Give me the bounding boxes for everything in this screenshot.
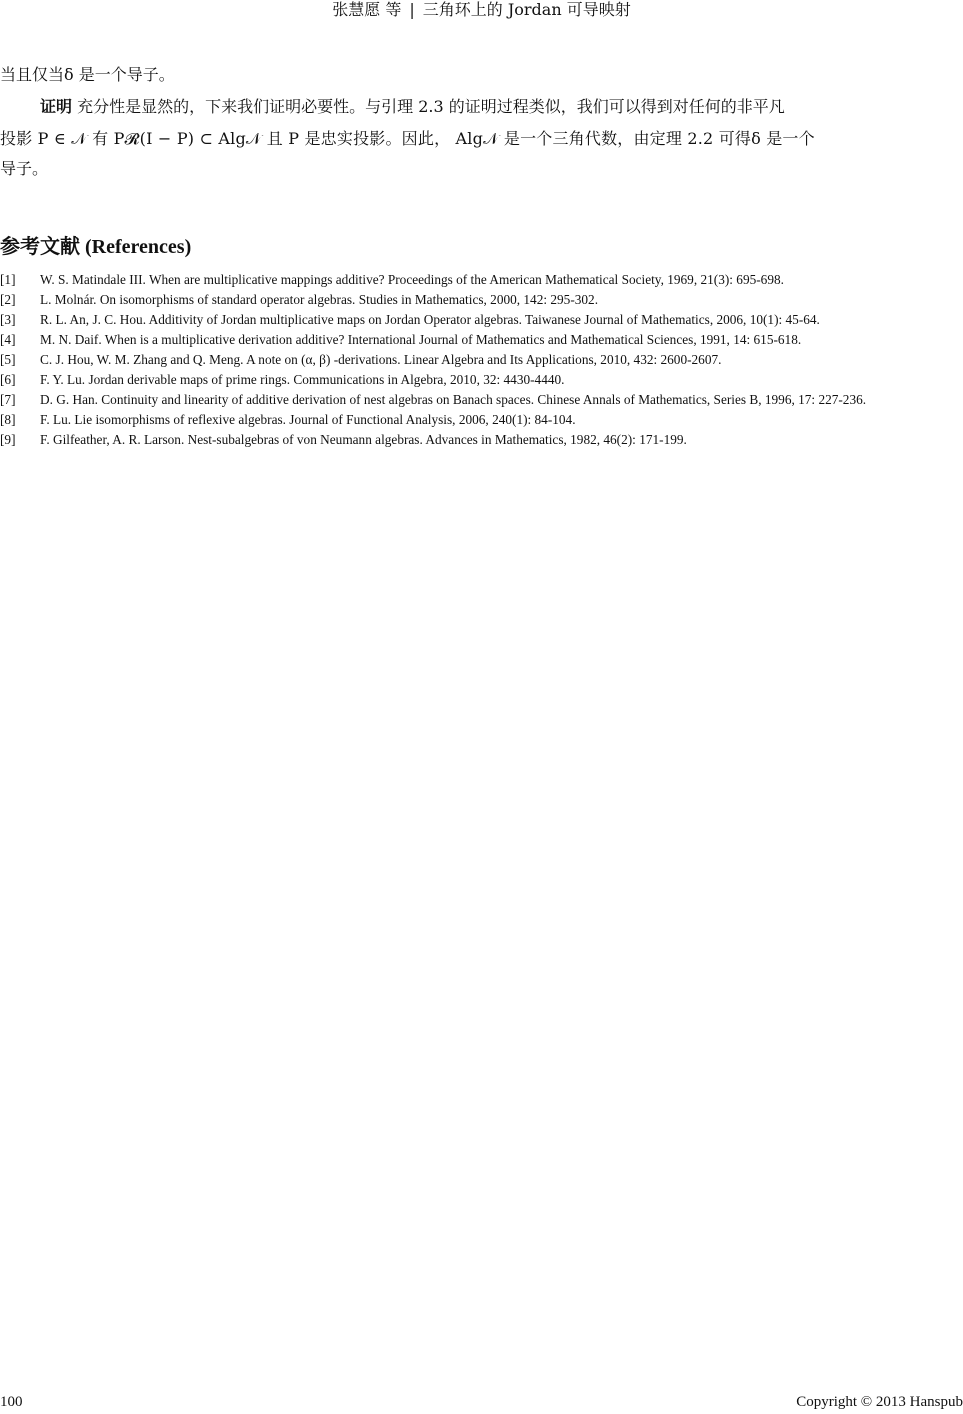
reference-number: [1] <box>0 272 16 287</box>
reference-item <box>0 392 963 408</box>
reference-text: F. Gilfeather, A. R. Larson. Nest-subalgebras of von Neumann algebras. Advances in Mathematics, 1982, 46(2): 171-199. <box>40 432 687 447</box>
references-heading: 参考文献 (References) <box>0 236 192 258</box>
reference-number: [5] <box>0 352 16 367</box>
reference-text: R. L. An, J. C. Hou. Additivity of Jordan multiplicative maps on Jordan Operator algebras. Taiwanese Journal of Mathematics, 2006, 10(1): 45-64. <box>40 312 820 327</box>
reference-number: [3] <box>0 312 16 327</box>
reference-text: L. Molnár. On isomorphisms of standard operator algebras. Studies in Mathematics, 2000, 142: 295-302. <box>40 292 599 307</box>
reference-number: [4] <box>0 332 16 347</box>
reference-number: [7] <box>0 392 16 407</box>
reference-number: [8] <box>0 412 16 427</box>
reference-number: [9] <box>0 432 16 447</box>
header-title: 三角环上的 Jordan 可导映射 <box>422 0 631 19</box>
reference-text: W. S. Matindale III. When are multiplicative mappings additive? Proceedings of the American Mathematical Society, 1969, 21(3): 695-698. <box>40 272 784 287</box>
reference-item <box>0 292 963 308</box>
running-header <box>0 0 963 20</box>
reference-text: M. N. Daif. When is a multiplicative derivation additive? International Journal of Mathematics and Mathematical Sciences, 1991, 14: 615-618. <box>40 332 802 347</box>
proof-text-1: 充分性是显然的，下来我们证明必要性。与引理 2.3 的证明过程类似，我们可以得到对任何的非平凡 <box>77 97 785 116</box>
references-list <box>0 272 963 452</box>
reference-number: [6] <box>0 372 16 387</box>
proof-line-3: 导子。 <box>0 159 49 178</box>
header-authors: 张慧愿 等 <box>332 0 402 19</box>
proof-block <box>0 96 963 180</box>
reference-item <box>0 412 963 428</box>
reference-text: F. Y. Lu. Jordan derivable maps of prime rings. Communications in Algebra, 2010, 32: 4430-4440. <box>40 372 565 387</box>
page-number: 100 <box>0 1394 23 1410</box>
reference-item <box>0 432 963 448</box>
reference-text: F. Lu. Lie isomorphisms of reflexive algebras. Journal of Functional Analysis, 2006, 240(1): 84-104. <box>40 412 576 427</box>
header-separator: | <box>409 0 415 19</box>
reference-text: D. G. Han. Continuity and linearity of additive derivation of nest algebras on Banach spaces. Chinese Annals of Mathematics, Series B, 1996, 17: 227-236. <box>40 392 867 407</box>
reference-item <box>0 352 963 368</box>
reference-item <box>0 312 963 328</box>
copyright-notice: Copyright © 2013 Hanspub <box>796 1394 963 1410</box>
paragraph-conclusion: 当且仅当δ 是一个导子。 <box>0 65 175 84</box>
reference-number: [2] <box>0 292 16 307</box>
proof-line-2: 投影 P ∈ 𝒩 有 P𝓡(I − P) ⊂ Alg𝒩 且 P 是忠实投影。因此， Alg𝒩 是一个三角代数，由定理 2.2 可得δ 是一个 <box>0 129 815 148</box>
proof-label: 证明 <box>40 97 73 116</box>
reference-item <box>0 332 963 348</box>
reference-item <box>0 272 963 288</box>
reference-item <box>0 372 963 388</box>
reference-text: C. J. Hou, W. M. Zhang and Q. Meng. A note on (α, β) -derivations. Linear Algebra and Its Applications, 2010, 432: 2600-2607. <box>40 352 722 367</box>
proof-line-1 <box>0 96 963 118</box>
